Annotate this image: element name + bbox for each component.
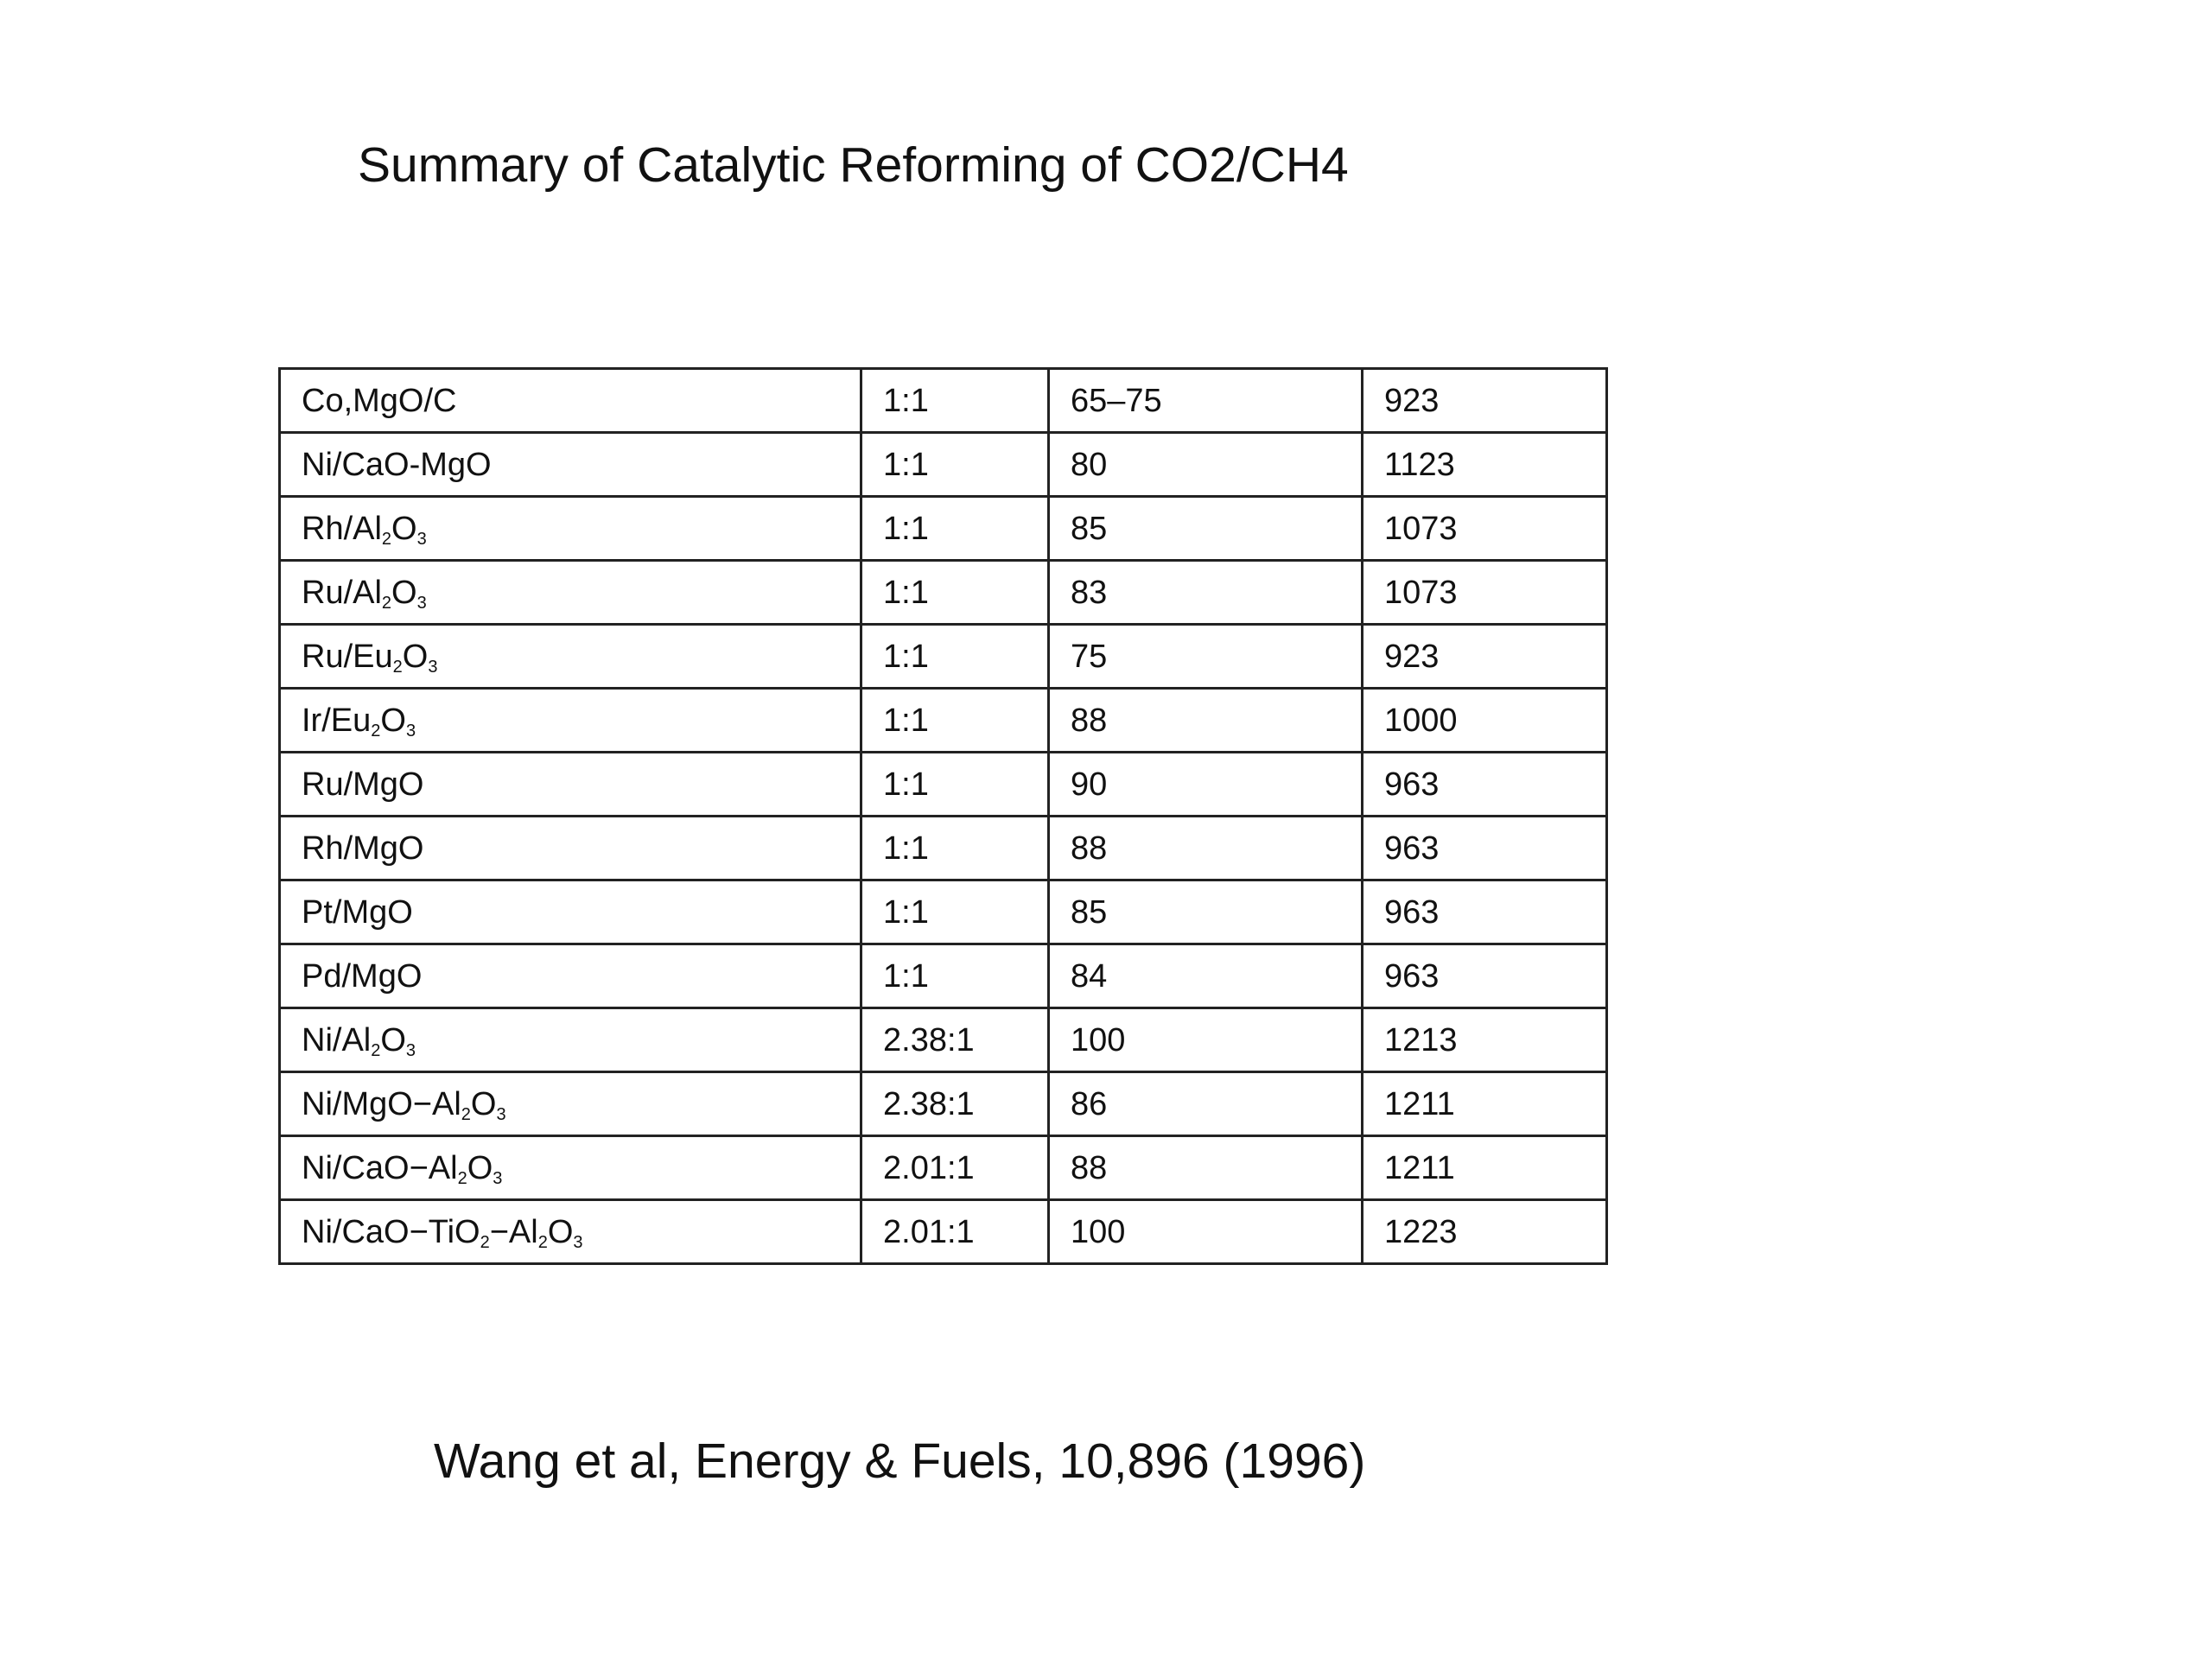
table-row	[280, 1008, 1607, 1072]
catalyst-text: O	[380, 702, 406, 739]
catalyst-subscript: 2	[537, 1232, 548, 1252]
catalyst-cell	[280, 753, 861, 817]
catalyst-text: O	[391, 510, 417, 547]
table-row	[280, 689, 1607, 753]
ratio-cell: 2.38:1	[861, 1072, 1049, 1136]
table-row	[280, 753, 1607, 817]
table-row	[280, 1136, 1607, 1200]
catalyst-text: Ir/Eu	[302, 702, 372, 739]
temperature-cell: 1123	[1363, 433, 1607, 497]
catalyst-text: Ni/CaO−Al	[302, 1149, 458, 1186]
catalyst-text: O	[470, 1085, 497, 1122]
table-row	[280, 433, 1607, 497]
catalyst-subscript: 2	[457, 1168, 467, 1188]
catalyst-table-body	[280, 369, 1607, 1264]
catalyst-text: Ru/MgO	[302, 766, 424, 803]
catalyst-subscript: 3	[405, 721, 416, 741]
table-row	[280, 1072, 1607, 1136]
catalyst-subscript: 2	[371, 1040, 381, 1060]
catalyst-text: Rh/Al	[302, 510, 382, 547]
catalyst-cell	[280, 1008, 861, 1072]
table-row	[280, 369, 1607, 433]
table-row	[280, 561, 1607, 625]
catalyst-text: O	[391, 574, 417, 611]
conversion-cell: 65–75	[1049, 369, 1363, 433]
temperature-cell: 1211	[1363, 1136, 1607, 1200]
catalyst-subscript: 3	[496, 1104, 506, 1124]
catalyst-subscript: 2	[392, 657, 403, 677]
conversion-cell: 80	[1049, 433, 1363, 497]
catalyst-cell	[280, 1136, 861, 1200]
ratio-cell: 2.38:1	[861, 1008, 1049, 1072]
ratio-cell: 1:1	[861, 625, 1049, 689]
catalyst-subscript: 2	[461, 1104, 471, 1124]
temperature-cell: 1073	[1363, 497, 1607, 561]
citation: Wang et al, Energy & Fuels, 10,896 (1996)	[434, 1433, 1366, 1489]
catalyst-subscript: 2	[371, 721, 381, 741]
temperature-cell: 963	[1363, 880, 1607, 944]
ratio-cell: 1:1	[861, 497, 1049, 561]
slide-title: Summary of Catalytic Reforming of CO2/CH4	[358, 137, 1349, 193]
table-row	[280, 817, 1607, 880]
catalyst-text: −Al	[489, 1213, 538, 1250]
table-row	[280, 944, 1607, 1008]
catalyst-text: Ni/CaO-MgO	[302, 446, 492, 483]
conversion-cell: 88	[1049, 1136, 1363, 1200]
catalyst-subscript: 3	[405, 1040, 416, 1060]
temperature-cell: 1223	[1363, 1200, 1607, 1264]
catalyst-text: Rh/MgO	[302, 830, 424, 867]
ratio-cell: 1:1	[861, 561, 1049, 625]
catalyst-cell	[280, 817, 861, 880]
catalyst-cell	[280, 880, 861, 944]
table-row	[280, 1200, 1607, 1264]
conversion-cell: 100	[1049, 1008, 1363, 1072]
conversion-cell: 100	[1049, 1200, 1363, 1264]
catalyst-text: Ni/CaO−TiO	[302, 1213, 480, 1250]
conversion-cell: 85	[1049, 497, 1363, 561]
catalyst-subscript: 2	[381, 529, 392, 549]
catalyst-cell	[280, 689, 861, 753]
catalyst-subscript: 2	[381, 593, 392, 613]
catalyst-text: Ru/Al	[302, 574, 382, 611]
temperature-cell: 1000	[1363, 689, 1607, 753]
ratio-cell: 1:1	[861, 433, 1049, 497]
ratio-cell: 1:1	[861, 817, 1049, 880]
catalyst-text: Ru/Eu	[302, 638, 393, 675]
catalyst-cell	[280, 497, 861, 561]
conversion-cell: 75	[1049, 625, 1363, 689]
catalyst-subscript: 3	[416, 593, 427, 613]
catalyst-cell	[280, 944, 861, 1008]
temperature-cell: 923	[1363, 369, 1607, 433]
catalyst-cell	[280, 1200, 861, 1264]
catalyst-subscript: 3	[428, 657, 438, 677]
catalyst-text: O	[547, 1213, 574, 1250]
catalyst-text: O	[402, 638, 429, 675]
catalyst-text: O	[380, 1021, 406, 1058]
temperature-cell: 963	[1363, 753, 1607, 817]
catalyst-text: Pd/MgO	[302, 957, 423, 995]
catalyst-cell	[280, 1072, 861, 1136]
table-row	[280, 625, 1607, 689]
conversion-cell: 88	[1049, 817, 1363, 880]
catalyst-subscript: 2	[480, 1232, 490, 1252]
ratio-cell: 2.01:1	[861, 1200, 1049, 1264]
ratio-cell: 1:1	[861, 944, 1049, 1008]
catalyst-cell	[280, 625, 861, 689]
temperature-cell: 1213	[1363, 1008, 1607, 1072]
catalyst-cell	[280, 561, 861, 625]
table-row	[280, 880, 1607, 944]
conversion-cell: 90	[1049, 753, 1363, 817]
catalyst-subscript: 3	[416, 529, 427, 549]
ratio-cell: 1:1	[861, 369, 1049, 433]
ratio-cell: 1:1	[861, 880, 1049, 944]
temperature-cell: 963	[1363, 817, 1607, 880]
conversion-cell: 85	[1049, 880, 1363, 944]
catalyst-subscript: 3	[573, 1232, 583, 1252]
catalyst-text: Pt/MgO	[302, 893, 413, 931]
catalyst-text: Ni/Al	[302, 1021, 372, 1058]
conversion-cell: 83	[1049, 561, 1363, 625]
conversion-cell: 84	[1049, 944, 1363, 1008]
temperature-cell: 963	[1363, 944, 1607, 1008]
catalyst-table	[278, 367, 1608, 1265]
catalyst-text: Ni/MgO−Al	[302, 1085, 461, 1122]
catalyst-subscript: 3	[493, 1168, 503, 1188]
conversion-cell: 86	[1049, 1072, 1363, 1136]
temperature-cell: 1073	[1363, 561, 1607, 625]
catalyst-text: O	[467, 1149, 493, 1186]
catalyst-text: Co,MgO/C	[302, 382, 457, 419]
ratio-cell: 1:1	[861, 753, 1049, 817]
table-row	[280, 497, 1607, 561]
catalyst-cell	[280, 369, 861, 433]
temperature-cell: 923	[1363, 625, 1607, 689]
ratio-cell: 2.01:1	[861, 1136, 1049, 1200]
ratio-cell: 1:1	[861, 689, 1049, 753]
temperature-cell: 1211	[1363, 1072, 1607, 1136]
catalyst-cell	[280, 433, 861, 497]
conversion-cell: 88	[1049, 689, 1363, 753]
